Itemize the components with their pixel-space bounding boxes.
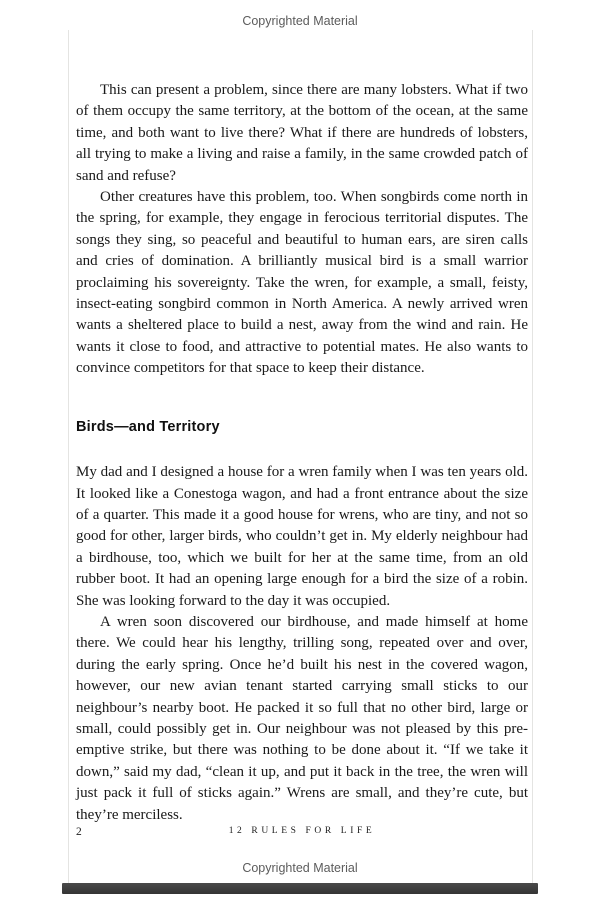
page-edge-left bbox=[68, 30, 69, 883]
page-footer bbox=[76, 826, 528, 842]
page-number: 2 bbox=[76, 826, 82, 838]
section-heading: Birds—and Territory bbox=[76, 418, 220, 435]
copyright-watermark-bottom: Copyrighted Material bbox=[242, 861, 358, 875]
running-title: 12 RULES FOR LIFE bbox=[228, 826, 376, 836]
copyright-watermark-top: Copyrighted Material bbox=[242, 14, 358, 28]
body-paragraph: This can present a problem, since there are many lobsters. What if two of them occupy the same territory, at the bottom of the ocean, at the same time, and both want to live there? What if there are hundreds of lobsters, all trying to make a living and raise a family, in the same crowded patch of sand and refuse? bbox=[76, 82, 528, 184]
body-paragraph: A wren soon discovered our birdhouse, and made himself at home there. We could hear his lengthy, trilling song, repeated over and over, during the early spring. Once he’d built his nest in the covered wagon, however, our new avian tenant started carrying small sticks to our neighbour’s nearby boot. He packed it so full that no other bird, large or small, could possibly get in. Our neighbour was not pleased by this pre-emptive strike, but there was nothing to be done about it. “If we take it down,” said my dad, “clean it up, and put it back in the tree, the wren will just pack it full of sticks again.” Wrens are small, and they’re cute, but they’re merciless. bbox=[76, 613, 528, 823]
book-bottom-edge bbox=[62, 883, 538, 894]
page-text-block bbox=[76, 80, 528, 826]
body-paragraph: Other creatures have this problem, too. When songbirds come north in the spring, for example, they engage in ferocious territorial disputes. The songs they sing, so peaceful and beautiful to human ears, are siren calls and cries of domination. A brilliantly musical bird is a small warrior proclaiming his sovereignty. Take the wren, for example, a small, feisty, insect-eating songbird common in North America. A newly arrived wren wants a sheltered place to build a nest, away from the wind and rain. He wants it close to food, and attractive to potential mates. He also wants to convince competitors for that space to keep their distance. bbox=[76, 189, 528, 377]
body-paragraph: My dad and I designed a house for a wren family when I was ten years old. It looked like a Conestoga wagon, and had a front entrance about the size of a quarter. This made it a good house for wrens, who are tiny, and not so good for other, larger birds, who couldn’t get in. My elderly neighbour had a birdhouse, too, which we built for her at the same time, from an old rubber boot. It had an opening large enough for a bird the size of a robin. She was looking forward to the day it was occupied. bbox=[76, 464, 528, 609]
page-edge-right bbox=[532, 30, 533, 883]
